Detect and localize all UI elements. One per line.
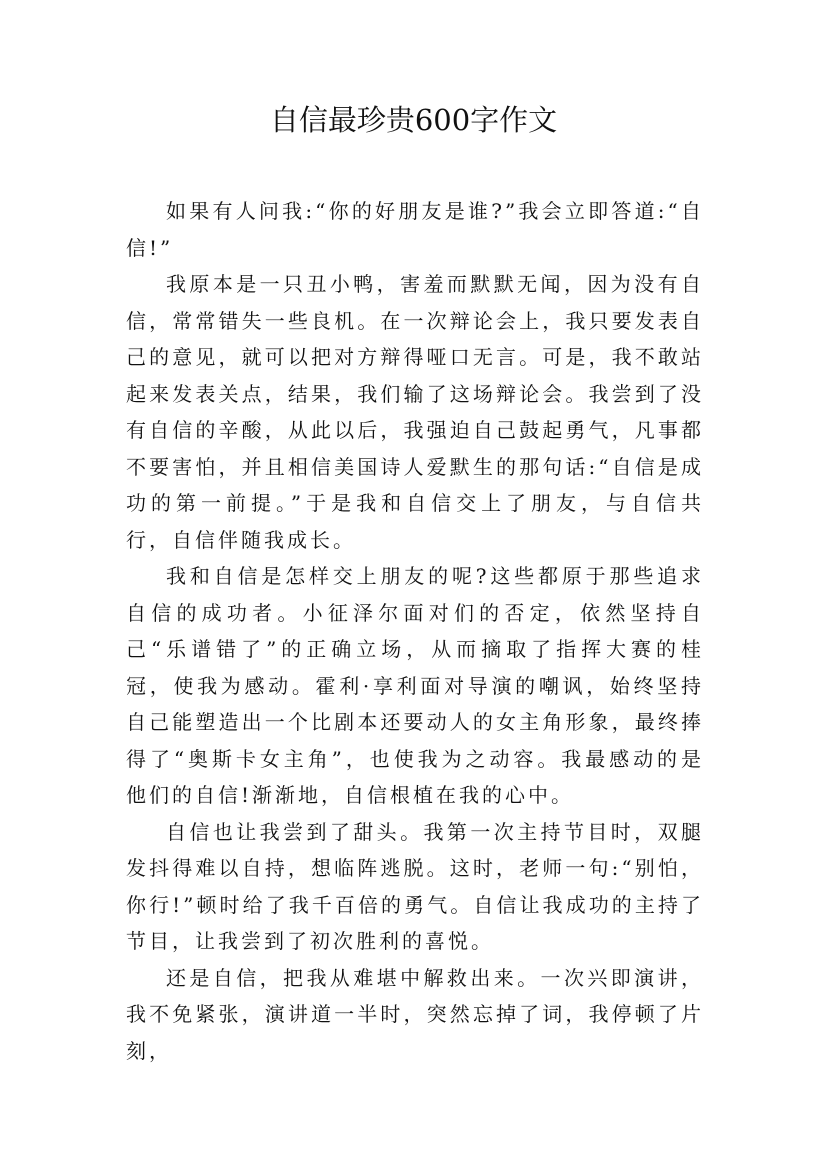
paragraph: 还是自信，把我从难堪中解救出来。一次兴即演讲，我不免紧张，演讲道一半时，突然忘掉了词，我停顿了片刻， [126,965,704,1063]
paragraph: 自信也让我尝到了甜头。我第一次主持节目时，双腿发抖得难以自持，想临阵逃脱。这时，老师一句:“别怕，你行!”顿时给了我千百倍的勇气。自信让我成功的主持了节目，让我尝到了初次胜利的喜悦。 [126,819,704,953]
document-title: 自信最珍贵600字作文 [269,103,558,137]
paragraph: 如果有人问我:“你的好朋友是谁?”我会立即答道:“自信!” [126,199,704,260]
paragraph: 我和自信是怎样交上朋友的呢?这些都原于那些追求自信的成功者。小征泽尔面对们的否定，依然坚持自己“乐谱错了”的正确立场，从而摘取了指挥大赛的桂冠，使我为感动。霍利·享利面对导演的嘲讽，始终坚持自己能塑造出一个比剧本还要动人的女主角形象，最终捧得了“奥斯卡女主角”，也使我为之动容。我最感动的是他们的自信!渐渐地，自信根植在我的心中。 [126,564,704,807]
paragraph: 我原本是一只丑小鸭，害羞而默默无闻，因为没有自信，常常错失一些良机。在一次辩论会上，我只要发表自己的意见，就可以把对方辩得哑口无言。可是，我不敢站起来发表关点，结果，我们输了这场辩论会。我尝到了没有自信的辛酸，从此以后，我强迫自己鼓起勇气，凡事都不要害怕，并且相信美国诗人爱默生的那句话:“自信是成功的第一前提。”于是我和自信交上了朋友，与自信共行，自信伴随我成长。 [126,272,704,552]
document-body [126,193,704,1069]
